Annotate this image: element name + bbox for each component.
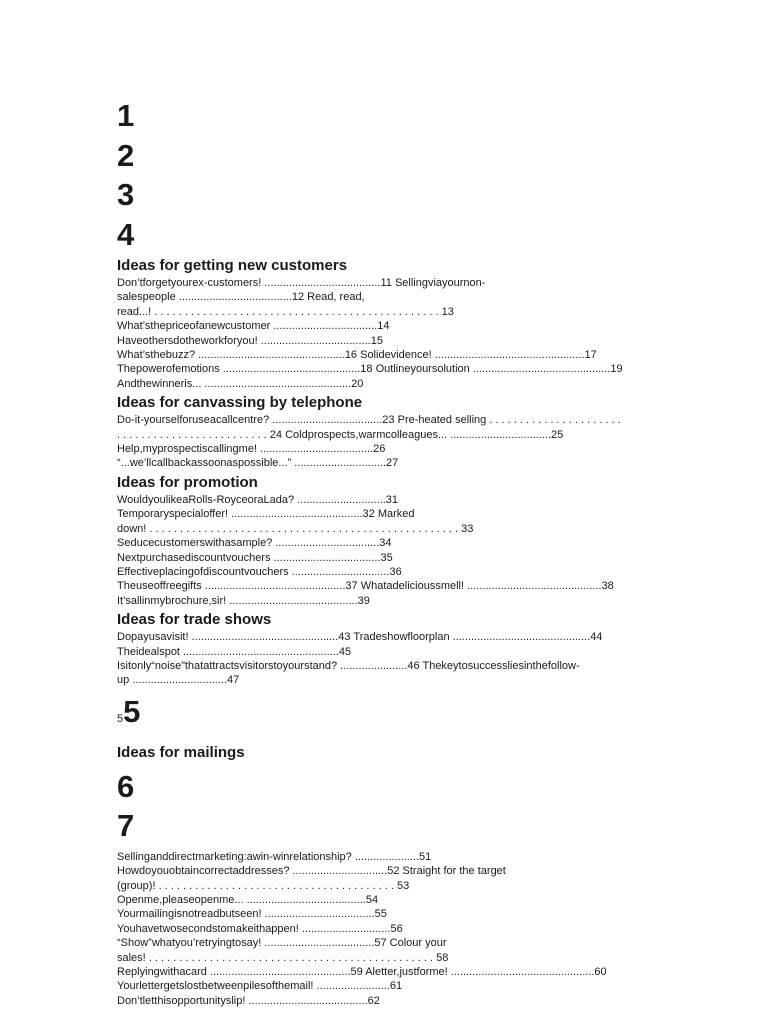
toc-line: . . . . . . . . . . . . . . . . . . . . . . . . . 24 Coldprospects,warmcolleagues... .................................25: [117, 428, 564, 441]
toc-line: salespeople .....................................12 Read, read,: [117, 291, 365, 304]
toc-line: Effectiveplacingofdiscountvouchers ................................36: [117, 565, 402, 578]
toc-line: Isitonly“noise”thatattractsvisitorstoyourstand? ......................46 Thekeytosuccessliesinthefollow-: [117, 659, 580, 672]
toc-line: Theidealspot ...................................................45: [117, 645, 352, 658]
chapter-number-4: 4: [117, 216, 135, 252]
toc-line: Andthewinneris... ................................................20: [117, 377, 364, 390]
toc-line: Temporaryspecialoffer! ...........................................32 Marked: [117, 508, 415, 521]
toc-line: Don’tletthisopportunityslip! .......................................62: [117, 994, 380, 1007]
section-heading-mailings: Ideas for mailings: [117, 743, 245, 761]
section-heading-telephone: Ideas for canvassing by telephone: [117, 394, 363, 412]
toc-line: Seducecustomerswithasample? ..................................34: [117, 537, 392, 550]
toc-line: Youhavetwosecondstomakeithappen! .............................56: [117, 922, 403, 935]
chapter-number-3: 3: [117, 177, 135, 212]
toc-line: Openme,pleaseopenme... .......................................54: [117, 893, 379, 906]
toc-line: What’sthepriceofanewcustomer ..................................14: [117, 320, 390, 333]
chapter-number-5-large: 5: [123, 693, 141, 729]
toc-line: Thepowerofemotions .............................................18 Outlineyoursolution .............................................19: [117, 363, 623, 376]
toc-line: Help,myprospectiscallingme! .....................................26: [117, 443, 386, 456]
toc-line: Don’tforgetyourex-customers! ......................................11 Sellingviayournon-: [117, 277, 486, 289]
section-heading-trade-shows: Ideas for trade shows: [117, 611, 272, 629]
section-entries-new-customers: [117, 276, 677, 391]
chapter-number-7: 7: [117, 808, 135, 844]
toc-line: sales! . . . . . . . . . . . . . . . . . . . . . . . . . . . . . . . . . . . . . . . . . . . . . . . 58: [117, 951, 449, 964]
chapter-number-6: 6: [117, 768, 135, 804]
section-heading-promotion: Ideas for promotion: [117, 473, 258, 491]
toc-line: Yourmailingisnotreadbutseen! ....................................55: [117, 908, 387, 921]
table-of-contents: [117, 96, 677, 1008]
section-entries-telephone: [117, 413, 677, 471]
section-entries-trade-shows: [117, 630, 677, 688]
toc-line: Yourlettergetslostbetweenpilesofthemail! ........................61: [117, 980, 403, 993]
toc-line: Nextpurchasediscountvouchers ...................................35: [117, 551, 393, 564]
toc-line: Sellinganddirectmarketing:awin-winrelationship? .....................51: [117, 850, 432, 863]
section-entries-promotion: [117, 493, 677, 608]
toc-line: up ...............................47: [117, 674, 240, 687]
toc-line: Howdoyouobtaincorrectaddresses? ...............................52 Straight for the target: [117, 865, 506, 878]
chapter-number-2: 2: [117, 137, 135, 173]
toc-line: What’sthebuzz? ................................................16 Solidevidence! .................................................17: [117, 349, 597, 362]
section-entries-mailings: [117, 850, 677, 1008]
section-heading-new-customers: Ideas for getting new customers: [117, 257, 348, 274]
chapter-number-5: [117, 692, 677, 739]
toc-line: read...! . . . . . . . . . . . . . . . . . . . . . . . . . . . . . . . . . . . . . . . . . . . . . . . 13: [117, 305, 454, 318]
toc-line: Replyingwithacard ..............................................59 Aletter,justforme! ...............................................60: [117, 966, 607, 978]
toc-line: Do-it-yourselforuseacallcentre? ....................................23 Pre-heated selling . . . . . . . . . . . . . . . . . . . . . .: [117, 414, 621, 427]
toc-line: (group)! . . . . . . . . . . . . . . . . . . . . . . . . . . . . . . . . . . . . . . . 53: [117, 879, 410, 892]
toc-line: “...we’llcallbackassoonaspossible...” ..............................27: [117, 457, 399, 470]
toc-line: Theuseoffreegifts ..............................................37 Whatadelicioussmell! ............................................38: [117, 580, 614, 593]
chapter-number-5-small: 5: [117, 712, 124, 725]
toc-line: Dopayusavisit! ................................................43 Tradeshowfloorplan .............................................44: [117, 631, 603, 644]
chapter-number-1: 1: [117, 98, 135, 133]
toc-line: Haveothersdotheworkforyou! ....................................15: [117, 334, 383, 347]
toc-line: It’sallinmybrochure,sir! ..........................................39: [117, 594, 370, 607]
toc-line: down! . . . . . . . . . . . . . . . . . . . . . . . . . . . . . . . . . . . . . . . . . . . . . . . . . . . 33: [117, 522, 474, 535]
toc-line: “Show”whatyou’retryingtosay! ....................................57 Colour your: [117, 937, 447, 950]
toc-line: WouldyoulikeaRolls-RoyceoraLada? .............................31: [117, 493, 399, 506]
